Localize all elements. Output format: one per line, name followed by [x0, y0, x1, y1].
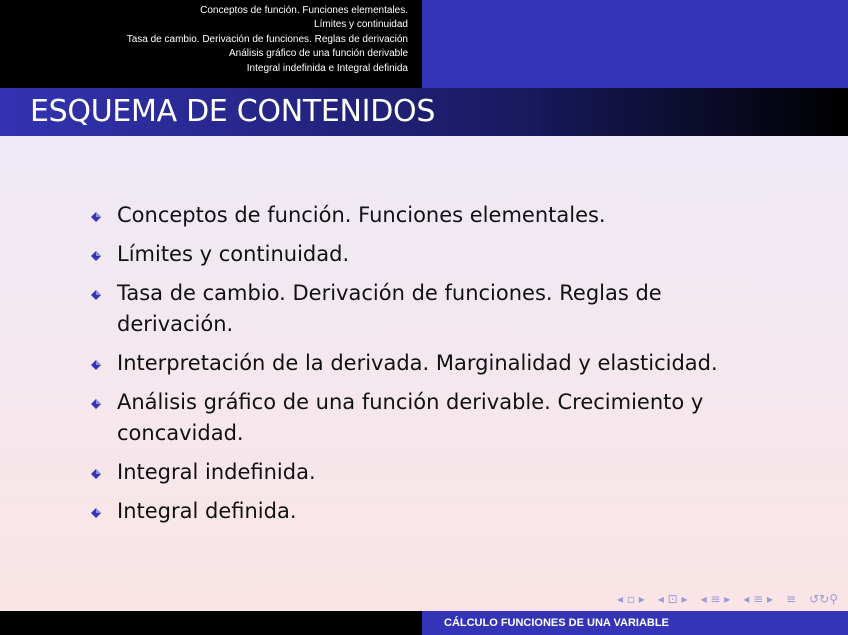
footer-title: CÁLCULO FUNCIONES DE UNA VARIABLE [422, 611, 848, 635]
list-item-text: Tasa de cambio. Derivación de funciones. Reglas de derivación. [117, 281, 662, 336]
list-item-text: Límites y continuidad. [117, 242, 350, 266]
subsection-nav-icon[interactable]: ◂ ≡ ▸ [700, 592, 731, 606]
headline [0, 0, 848, 88]
frame-nav-icon[interactable]: ◂ ▫ ▸ [617, 592, 645, 606]
list-item [88, 200, 768, 231]
align-icon[interactable]: ≡ [786, 592, 797, 606]
list-item [88, 278, 768, 340]
bullet-icon [90, 211, 102, 223]
bullet-icon [90, 507, 102, 519]
list-item-text: Análisis gráfico de una función derivable. Crecimiento y concavidad. [117, 390, 704, 445]
contents-list [88, 200, 768, 535]
slide-nav-icon[interactable]: ◂ ⊡ ▸ [657, 592, 688, 606]
section-link-3[interactable]: Tasa de cambio. Derivación de funciones. Reglas de derivación [126, 33, 408, 45]
beamer-navigation-symbols [617, 592, 838, 606]
frame-title: ESQUEMA DE CONTENIDOS [0, 88, 848, 136]
footline-left-panel [0, 611, 422, 635]
list-item-text: Conceptos de función. Funciones elementales. [117, 203, 606, 227]
list-item-text: Interpretación de la derivada. Marginalidad y elasticidad. [117, 351, 718, 375]
bullet-icon [90, 468, 102, 480]
list-item [88, 348, 768, 379]
list-item [88, 496, 768, 527]
list-item [88, 239, 768, 270]
section-link-5[interactable]: Integral indefinida e Integral definida [246, 62, 408, 74]
bullet-icon [90, 289, 102, 301]
section-link-2[interactable]: Límites y continuidad [314, 19, 408, 31]
bullet-icon [90, 250, 102, 262]
section-link-1[interactable]: Conceptos de función. Funciones elementales. [200, 5, 408, 16]
headline-right-panel [422, 0, 848, 88]
section-nav-icon[interactable]: ◂ ≡ ▸ [743, 592, 774, 606]
list-item-text: Integral definida. [117, 499, 297, 523]
bullet-icon [90, 359, 102, 371]
search-icon[interactable]: ↺↻⚲ [809, 592, 838, 606]
section-link-4[interactable]: Análisis gráfico de una función derivable [229, 48, 408, 60]
list-item [88, 387, 768, 449]
bullet-icon [90, 398, 102, 410]
section-navigation [0, 0, 422, 88]
list-item-text: Integral indefinida. [117, 460, 316, 484]
list-item [88, 457, 768, 488]
footline [0, 611, 848, 635]
